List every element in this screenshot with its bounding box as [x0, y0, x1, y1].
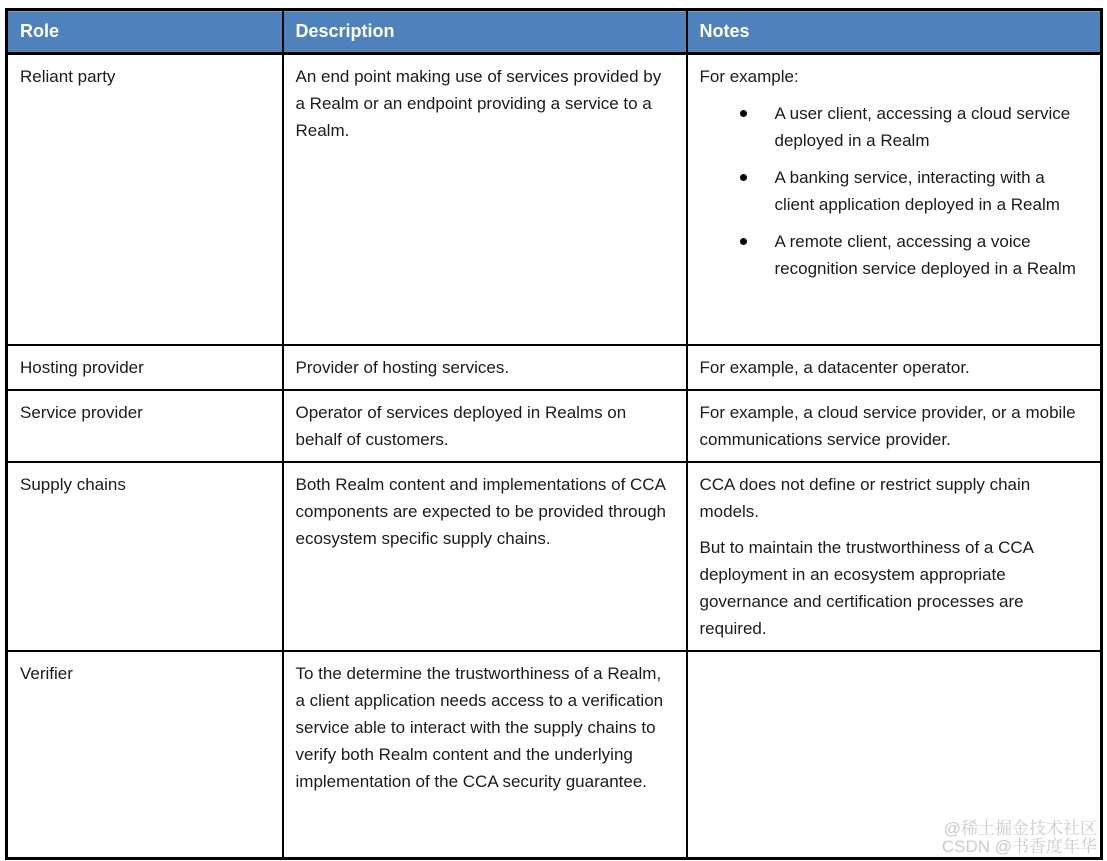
cell-notes [687, 462, 1102, 651]
notes-intro: For example: [699, 67, 799, 86]
bullet-item: A banking service, interacting with a client application deployed in a Realm [700, 164, 1089, 218]
cell-role: Service provider [7, 390, 283, 462]
notes-paragraph: For example, a cloud service provider, or a mobile communications service provider. [699, 402, 1076, 449]
cell-notes [687, 651, 1102, 859]
cell-notes [687, 54, 1102, 345]
notes-paragraph: For example, a datacenter operator. [699, 357, 970, 377]
description-paragraph: Operator of services deployed in Realms on behalf of customers. [295, 402, 627, 449]
cell-role: Verifier [7, 651, 283, 859]
header-cell-notes: Notes [687, 10, 1102, 54]
cell-description [283, 462, 687, 651]
cell-notes [687, 345, 1102, 390]
cell-description [283, 651, 687, 859]
header-row [7, 10, 1102, 54]
header-cell-description: Description [283, 10, 687, 54]
description-paragraph: To the determine the trustworthiness of a Realm, a client application needs access to a verification service able to interact with the supply chains to verify both Realm content and the underlying implementation of the CCA security guarantee. [295, 663, 664, 791]
description-paragraph: Provider of hosting services. [295, 357, 510, 377]
cell-description [283, 390, 687, 462]
notes-paragraph: But to maintain the trustworthiness of a CCA deployment in an ecosystem appropriate governance and certification processes are required. [699, 537, 1034, 638]
notes-paragraph: CCA does not define or restrict supply chain models. [699, 474, 1031, 521]
cell-role: Hosting provider [7, 345, 283, 390]
table-row-service-provider [7, 390, 1102, 462]
bullet-item: A user client, accessing a cloud service deployed in a Realm [700, 100, 1089, 154]
watermark-line-1: @稀土掘金技术社区 [943, 819, 1097, 838]
roles-table [5, 8, 1103, 860]
watermark-line-2: CSDN @书香度年华 [941, 837, 1097, 856]
table-row-supply-chains [7, 462, 1102, 651]
notes-bullet-list [700, 100, 1089, 282]
cell-description [283, 345, 687, 390]
table-row-hosting-provider [7, 345, 1102, 390]
description-paragraph: An end point making use of services provided by a Realm or an endpoint providing a service to a Realm. [295, 67, 662, 140]
description-paragraph: Both Realm content and implementations of CCA components are expected to be provided through ecosystem specific supply chains. [295, 474, 666, 548]
header-cell-role: Role [7, 10, 283, 54]
cell-notes [687, 390, 1102, 462]
bullet-item: A remote client, accessing a voice recognition service deployed in a Realm [700, 228, 1089, 282]
table-row-reliant-party [7, 54, 1102, 345]
cell-role: Reliant party [7, 54, 283, 345]
cell-description [283, 54, 687, 345]
table-row-verifier [7, 651, 1102, 859]
cell-role: Supply chains [7, 462, 283, 651]
